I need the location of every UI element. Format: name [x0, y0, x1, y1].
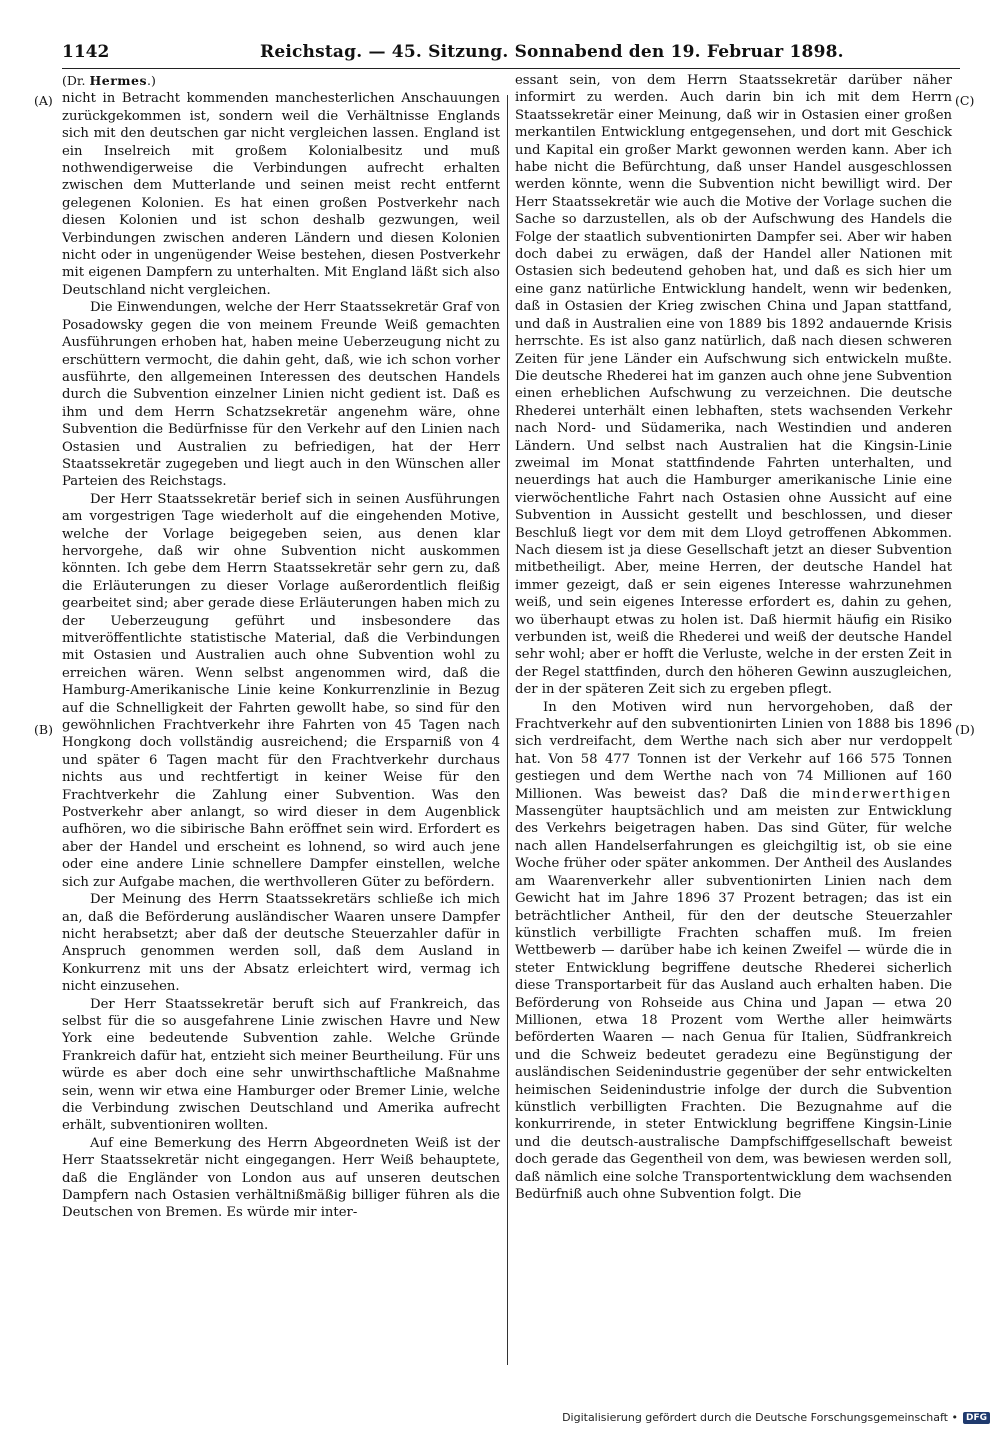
column-divider	[507, 95, 508, 1365]
margin-mark-c: (C)	[955, 93, 975, 108]
paragraph: Der Herr Staatssekretär beruft sich auf Frankreich, das selbst für die so ausgefahrene Linie zwischen Havre und New York eine bedeutende Subvention zahle. Welche Gründe Frankreich dafür hat, entzieht sich meiner Beurtheilung. Für uns würde es aber doch eine sehr unwirthschaftliche Maßnahme sein, wenn wir etwa eine Hamburger oder Bremer Linie, welche die Verbindung zwischen Deutschland und Amerika aufrecht erhält, subventioniren wollten.	[62, 996, 500, 1134]
paragraph: Der Meinung des Herrn Staatssekretärs schließe ich mich an, daß die Beförderung ausländischer Waaren unsere Dampfer nicht herabsetzt; aber daß der deutsche Steuerzahler dafür in Anspruch genommen werden soll, daß dem Ausland in Konkurrenz mit uns der Absatz erleichtert wird, vermag ich nicht einzusehen.	[62, 892, 500, 995]
speaker-label: (Dr. Hermes.)	[62, 73, 156, 88]
margin-mark-a: (A)	[34, 93, 53, 108]
paragraph: Auf eine Bemerkung des Herrn Abgeordneten Weiß ist der Herr Staatssekretär nicht eingegangen. Herr Weiß behauptete, daß die Engländer von London aus auf unseren deutschen Dampfern nach Ostasien verhältnißmäßig billiger führen als die Deutschen von Bremen. Es würde mir inter-	[62, 1135, 500, 1221]
dfg-logo: DFG	[963, 1412, 990, 1424]
margin-mark-b: (B)	[34, 722, 53, 737]
page-header	[62, 40, 960, 69]
margin-mark-d: (D)	[955, 722, 975, 737]
paragraph: Die Einwendungen, welche der Herr Staatssekretär Graf von Posadowsky gegen die von meinem Freunde Weiß gemachten Ausführungen erhoben hat, haben meine Ueberzeugung nicht zu erschüttern vermocht, die dahin geht, daß, wie ich schon vorher ausführte, den allgemeinen Interessen des deutschen Handels durch die Subvention einzelner Linien nicht gedient ist. Daß es ihm und dem Herrn Schatzsekretär angenehm wäre, ohne Subvention die Bedürfnisse für den Verkehr auf den Linien nach Ostasien und Australien zu befriedigen, hat der Herr Staatssekretär zugegeben und liegt auch in den Wünschen aller Parteien des Reichstags.	[62, 300, 500, 490]
paragraph: essant sein, von dem Herrn Staatssekretär darüber näher informirt zu werden. Auch darin bin ich mit dem Herrn Staatssekretär einer Meinung, daß wir in Ostasien einer großen merkantilen Entwicklung entgegensehen, und dort mit Geschick und Kapital ein großer Markt gewonnen werden kann. Aber ich habe nicht die Befürchtung, daß unser Handel ausgeschlossen werden könnte, wenn die Subvention nicht bewilligt wird. Der Herr Staatssekretär wie auch die Motive der Vorlage suchen die Sache so darzustellen, als ob der Aufschwung des Handels die Folge der staatlich subventionirten Dampfer sei. Aber wir haben doch dabei zu erwägen, daß der Handel aller Nationen mit Ostasien sich bedeutend gehoben hat, und daß es sich hier um eine ganz natürliche Entwicklung handelt, wenn wir bedenken, daß in Ostasien der Krieg zwischen China und Japan stattfand, und daß in Australien eine von 1889 bis 1892 andauernde Krisis herrschte. Es ist also ganz natürlich, daß nach diesen schweren Zeiten für jene Länder ein Aufschwung sich entwickeln mußte. Die deutsche Rhederei hat im ganzen auch ohne jene Subvention einen erheblichen Aufschwung zu verzeichnen. Die deutsche Rhederei unterhält einen lebhaften, stets wachsenden Verkehr nach Nord- und Südamerika, nach Westindien und anderen Ländern. Und selbst nach Australien hat die Kingsin-Linie zweimal im Monat stattfindende Fahrten unterhalten, und neuerdings hat auch die Hamburger amerikanische Linie eine vierwöchentliche Fahrt nach Ostasien ohne Aussicht auf eine Subvention in Aussicht gestellt und beschlossen, und dieser Beschluß liegt vor dem mit dem Lloyd getroffenen Abkommen. Nach diesem ist ja diese Gesellschaft jetzt an dieser Subvention mitbetheiligt. Aber, meine Herren, der deutsche Handel hat immer gezeigt, daß er sein eigenes Interesse wahrzunehmen weiß, und sein eigenes Interesse erfordert es, dahin zu gehen, wo überhaupt etwas zu holen ist. Daß hiermit häufig ein Risiko verbunden ist, weiß die Rhederei und weiß der deutsche Handel sehr wohl; aber er hofft die Verluste, welche in der ersten Zeit in der Regel stattfinden, durch den höheren Gewinn auszugleichen, der in der späteren Zeit sich zu ergeben pflegt.	[515, 73, 952, 698]
emphasized-word: minderwerthigen	[812, 786, 952, 802]
running-title: Reichstag. — 45. Sitzung. Sonnabend den 19. Februar 1898.	[260, 42, 844, 62]
page-number: 1142	[62, 42, 110, 62]
speaker-name: Hermes	[89, 73, 148, 88]
paragraph: In den Motiven wird nun hervorgehoben, daß der Frachtverkehr auf den subventionirten Linien von 1888 bis 1896 sich verdreifacht, dem Werthe nach sich aber nur verdoppelt hat. Von 58 477 Tonnen ist der Verkehr auf 166 575 Tonnen gestiegen und dem Werthe nach von 74 Millionen auf 160 Millionen. Was beweist das? Daß die minderwerthigen Massengüter hauptsächlich und am meisten zur Entwicklung des Verkehrs beigetragen haben. Das sind Güter, für welche nach allen Handelserfahrungen es gleichgiltig ist, ob sie eine Woche früher oder später ankommen. Der Antheil des Auslandes am Waarenverkehr aller subventionirten Linien nach dem Gewicht hat im Jahre 1896 37 Prozent betragen; das ist ein beträchtlicher Antheil, für den der deutsche Steuerzahler künstlich verbilligte Frachten schaffen muß. Im freien Wettbewerb — darüber habe ich keinen Zweifel — würde die in steter Entwicklung begriffene deutsche Rhederei sicherlich diese Transportarbeit für das Ausland auch erhalten haben. Die Beförderung von Rohseide aus China und Japan — etwa 20 Millionen, etwa 18 Prozent vom Werthe aller heimwärts beförderten Waaren — nach Genua für Italien, Südfrankreich und die Schweiz bedeutet geradezu eine Begünstigung der ausländischen Seidenindustrie gegenüber der sehr entwickelten heimischen Seidenindustrie infolge der durch die Subvention künstlich verbilligten Frachten. Die Bezugnahme auf die konkurrirende, in steter Entwicklung begriffene Kingsin-Linie und die deutsch-australische Dampfschiffgesellschaft beweist doch gerade das Gegentheil von dem, was bewiesen werden soll, daß nämlich eine solche Transportentwicklung dem wachsenden Bedürfniß auch ohne Subvention folgt. Die	[515, 699, 952, 1202]
right-column	[515, 72, 952, 1203]
footer	[562, 1411, 990, 1424]
left-column	[62, 72, 500, 1222]
paragraph: Der Herr Staatssekretär berief sich in seinen Ausführungen am vorgestrigen Tage wiederholt auf die eingehenden Motive, welche der Vorlage beigegeben seien, aus denen klar hervorgehe, daß wir ohne Subvention nicht auskommen könnten. Ich gebe dem Herrn Staatssekretär sehr gern zu, daß die Erläuterungen zu dieser Vorlage außerordentlich fleißig gearbeitet sind; aber gerade diese Erläuterungen haben mich zu der Ueberzeugung geführt und insbesondere das mitveröffentlichte statistische Material, daß die Verbindungen mit Ostasien und Australien auch ohne Subvention wohl zu erreichen wären. Wenn selbst angenommen wird, daß die Hamburg-Amerikanische Linie keine Konkurrenzlinie in Bezug auf die Schnelligkeit der Fahrten gewollt habe, so sind für den gewöhnlichen Frachtverkehr ihre Fahrten von 45 Tagen nach Hongkong doch vollständig ausreichend; die Ersparniß von 4 und später 6 Tagen macht für den Frachtverkehr durchaus nichts aus und rechtfertigt in keiner Weise für den Frachtverkehr die Zahlung einer Subvention. Was den Postverkehr aber anlangt, so wird dieser in dem Augenblick aufhören, wo die sibirische Bahn eröffnet sein wird. Erfordert es aber der Handel und erscheint es lohnend, so wird auch jene oder eine andere Linie schnellere Dampfer einstellen, welche sich zur Aufgabe machen, die werthvolleren Güter zu befördern.	[62, 491, 500, 890]
paragraph: nicht in Betracht kommenden manchesterlichen Anschauungen zurückgekommen ist, sondern weil die Verhältnisse Englands sich mit den deutschen gar nicht vergleichen lassen. England ist ein Inselreich mit großem Kolonialbesitz und muß nothwendigerweise die Verbindungen aufrecht erhalten zwischen dem Mutterlande und seinen meist recht entfernt gelegenen Kolonien. Es hat einen großen Postverkehr nach diesen Kolonien und ist schon deshalb gezwungen, weil Verbindungen zwischen anderen Ländern und diesen Kolonien nicht oder in ungenügender Weise bestehen, diesen Postverkehr mit eigenen Dampfern zu unterhalten. Mit England läßt sich also Deutschland nicht vergleichen.	[62, 91, 500, 298]
footer-credit: Digitalisierung gefördert durch die Deutsche Forschungsgemeinschaft •	[562, 1411, 958, 1424]
